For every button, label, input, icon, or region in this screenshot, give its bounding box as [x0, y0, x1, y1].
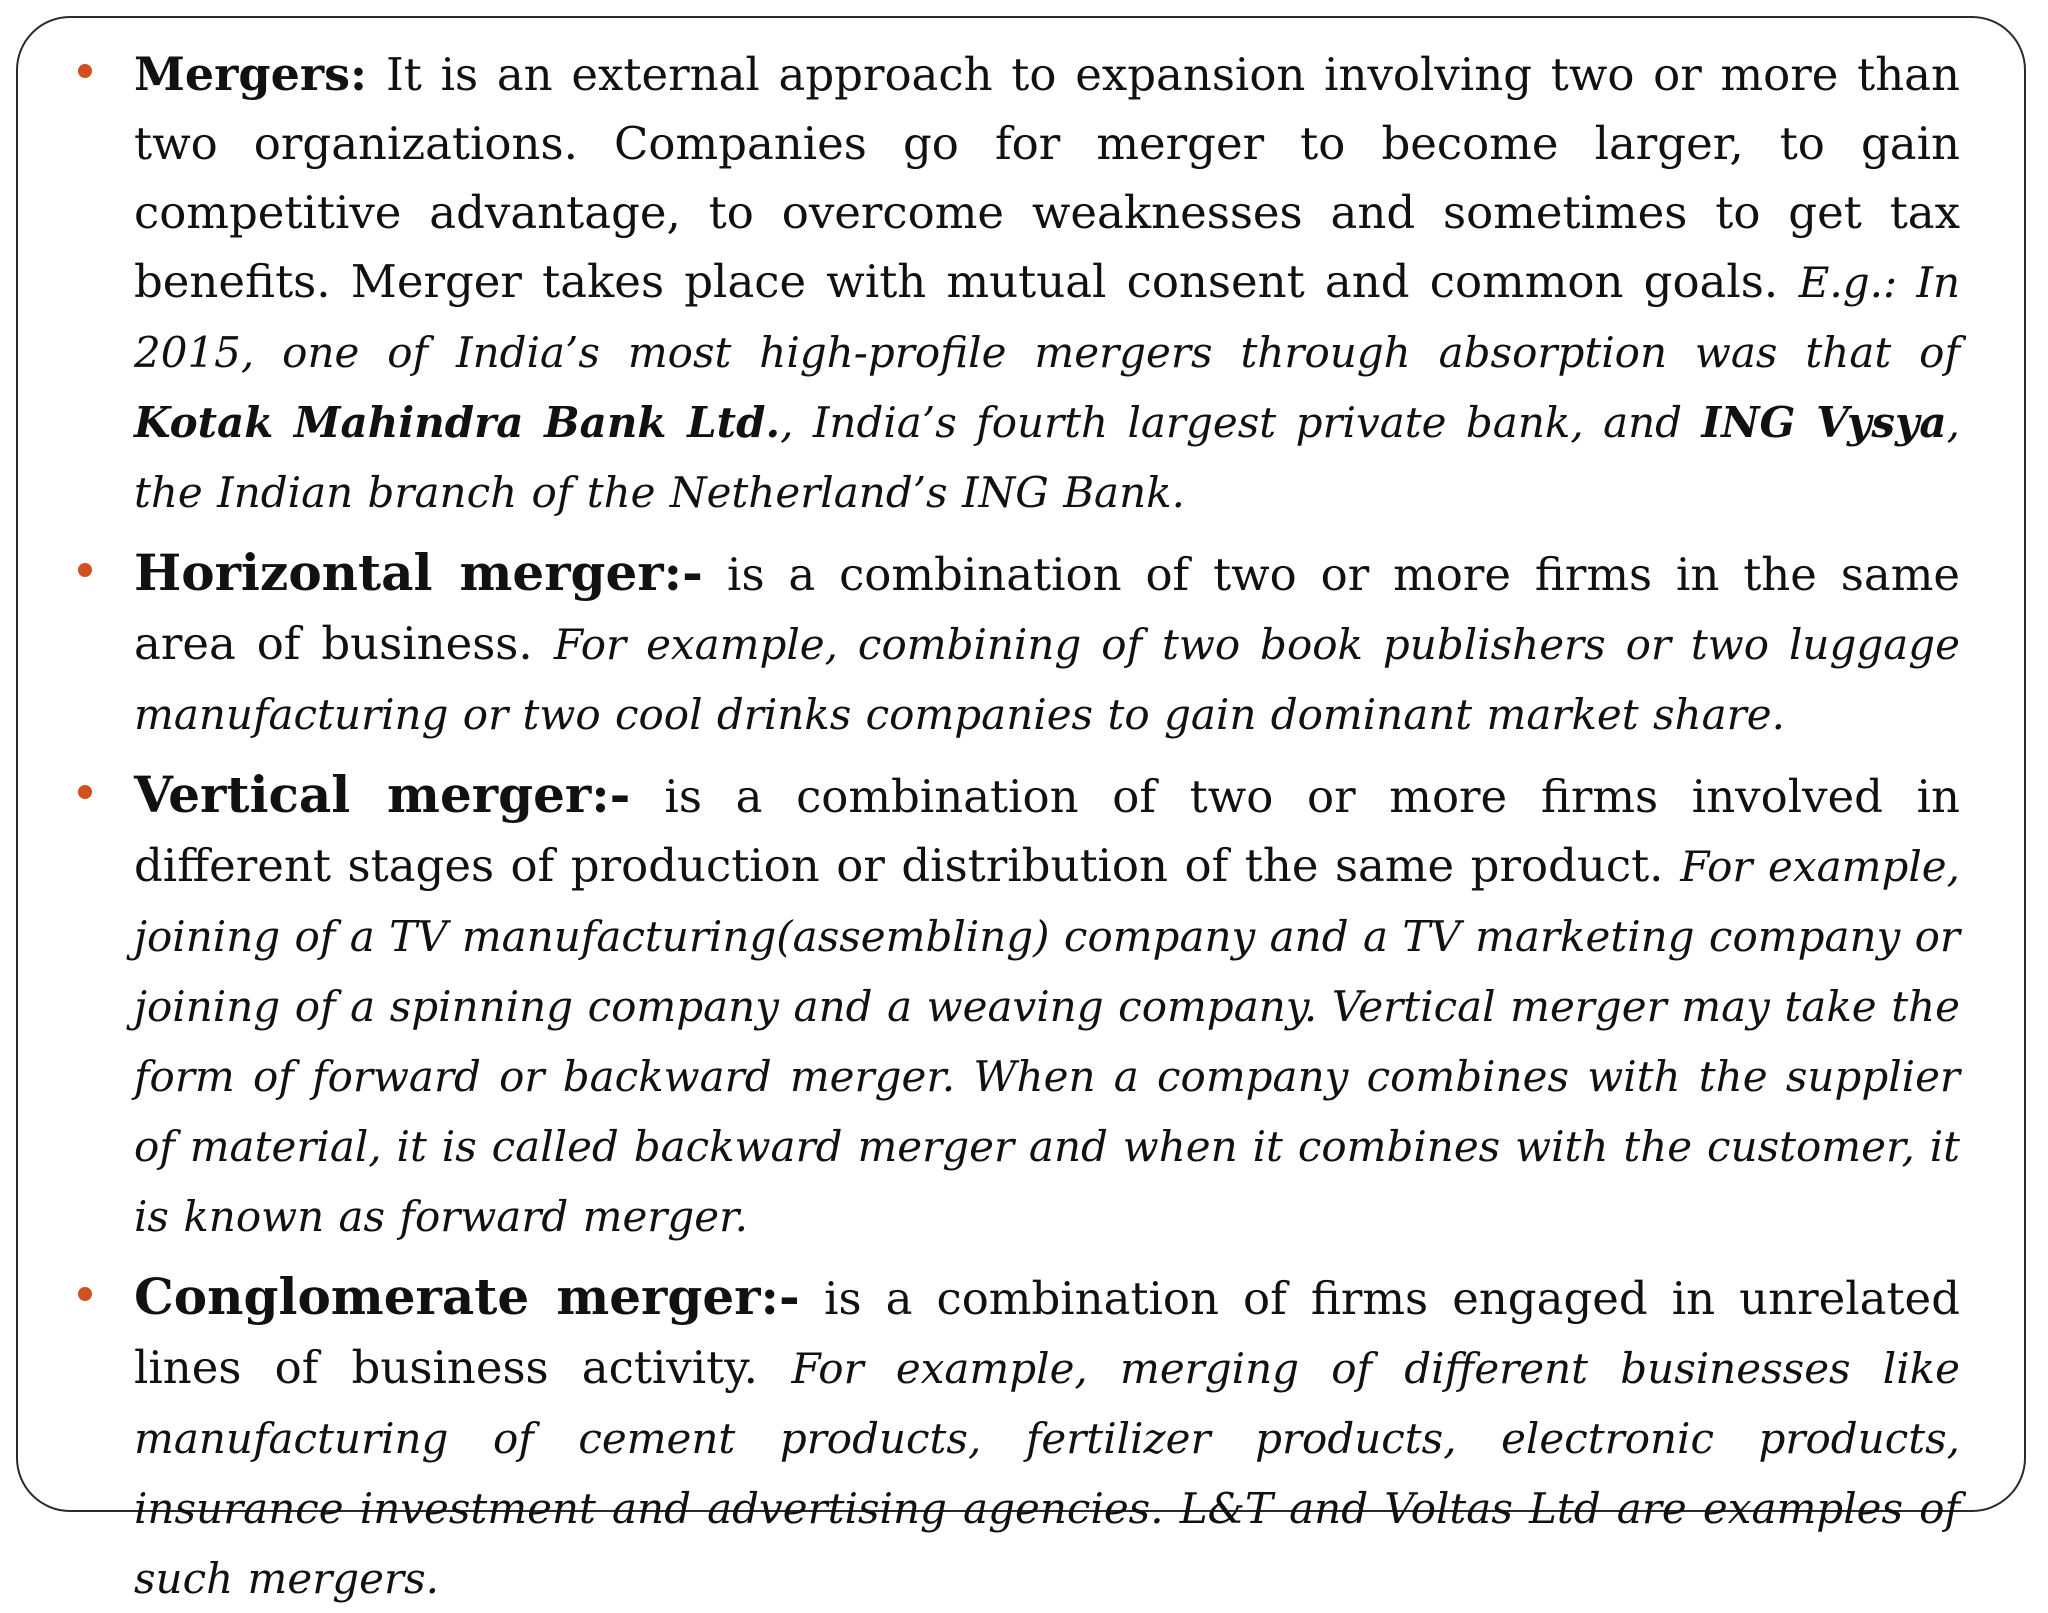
bullet-text [134, 1263, 1960, 1613]
term-label: Mergers: [134, 47, 367, 101]
bullet-text [134, 539, 1960, 749]
definition-text: is a combination of two or more firms in the same area of business. [134, 548, 1960, 670]
bullet-text [134, 40, 1960, 527]
bullet-item-conglomerate [0, 1263, 2048, 1613]
bullet-item-vertical [0, 761, 2048, 1251]
bullet-dot-icon [78, 1287, 92, 1301]
bullet-dot-icon [78, 563, 92, 577]
bullet-dot-icon [78, 785, 92, 799]
bullet-text [134, 761, 1960, 1251]
example-tail: , the Indian branch of the Netherland’s ING Bank. [134, 398, 1960, 517]
example-bold-kotak: Kotak Mahindra Bank Ltd. [134, 398, 781, 447]
example-mid: , India’s fourth largest private bank, and [780, 398, 1683, 447]
term-label: Vertical merger:- [134, 765, 631, 824]
definition-text: is a combination of two or more firms involved in different stages of production or distribution of the same product. [134, 770, 1960, 892]
bullet-item-horizontal [0, 539, 2048, 749]
example-lead: E.g.: In 2015, one of India’s most high-profile mergers through absorption was that of [134, 258, 1960, 377]
bullet-list [0, 40, 2048, 1613]
term-label: Conglomerate merger:- [134, 1267, 800, 1326]
definition-text: It is an external approach to expansion involving two or more than two organizations. Companies go for merger to become larger, to gain competitive advantage, to overcome weaknesses and sometimes to get tax benefits. Merger takes place with mutual consent and common goals. [134, 48, 1960, 308]
example-text: For example, joining of a TV manufacturing(assembling) company and a TV marketing company or joining of a spinning company and a weaving company. Vertical merger may take the form of forward or backward merger. When a company combines with the supplier of material, it is called backward merger and when it combines with the customer, it is known as forward merger. [134, 842, 1960, 1241]
definition-text: is a combination of firms engaged in unrelated lines of business activity. [134, 1272, 1960, 1394]
example-text: For example, merging of different businesses like manufacturing of cement products, fertilizer products, electronic products, insurance investment and advertising agencies. L&T and Voltas Ltd are examples of such mergers. [134, 1344, 1960, 1603]
term-label: Horizontal merger:- [134, 543, 703, 602]
bullet-dot-icon [78, 64, 92, 78]
bullet-item-mergers [0, 40, 2048, 527]
example-bold-ing: ING Vysya [1701, 398, 1947, 447]
example-text: For example, combining of two book publishers or two luggage manufacturing or two cool drinks companies to gain dominant market share. [134, 620, 1960, 739]
